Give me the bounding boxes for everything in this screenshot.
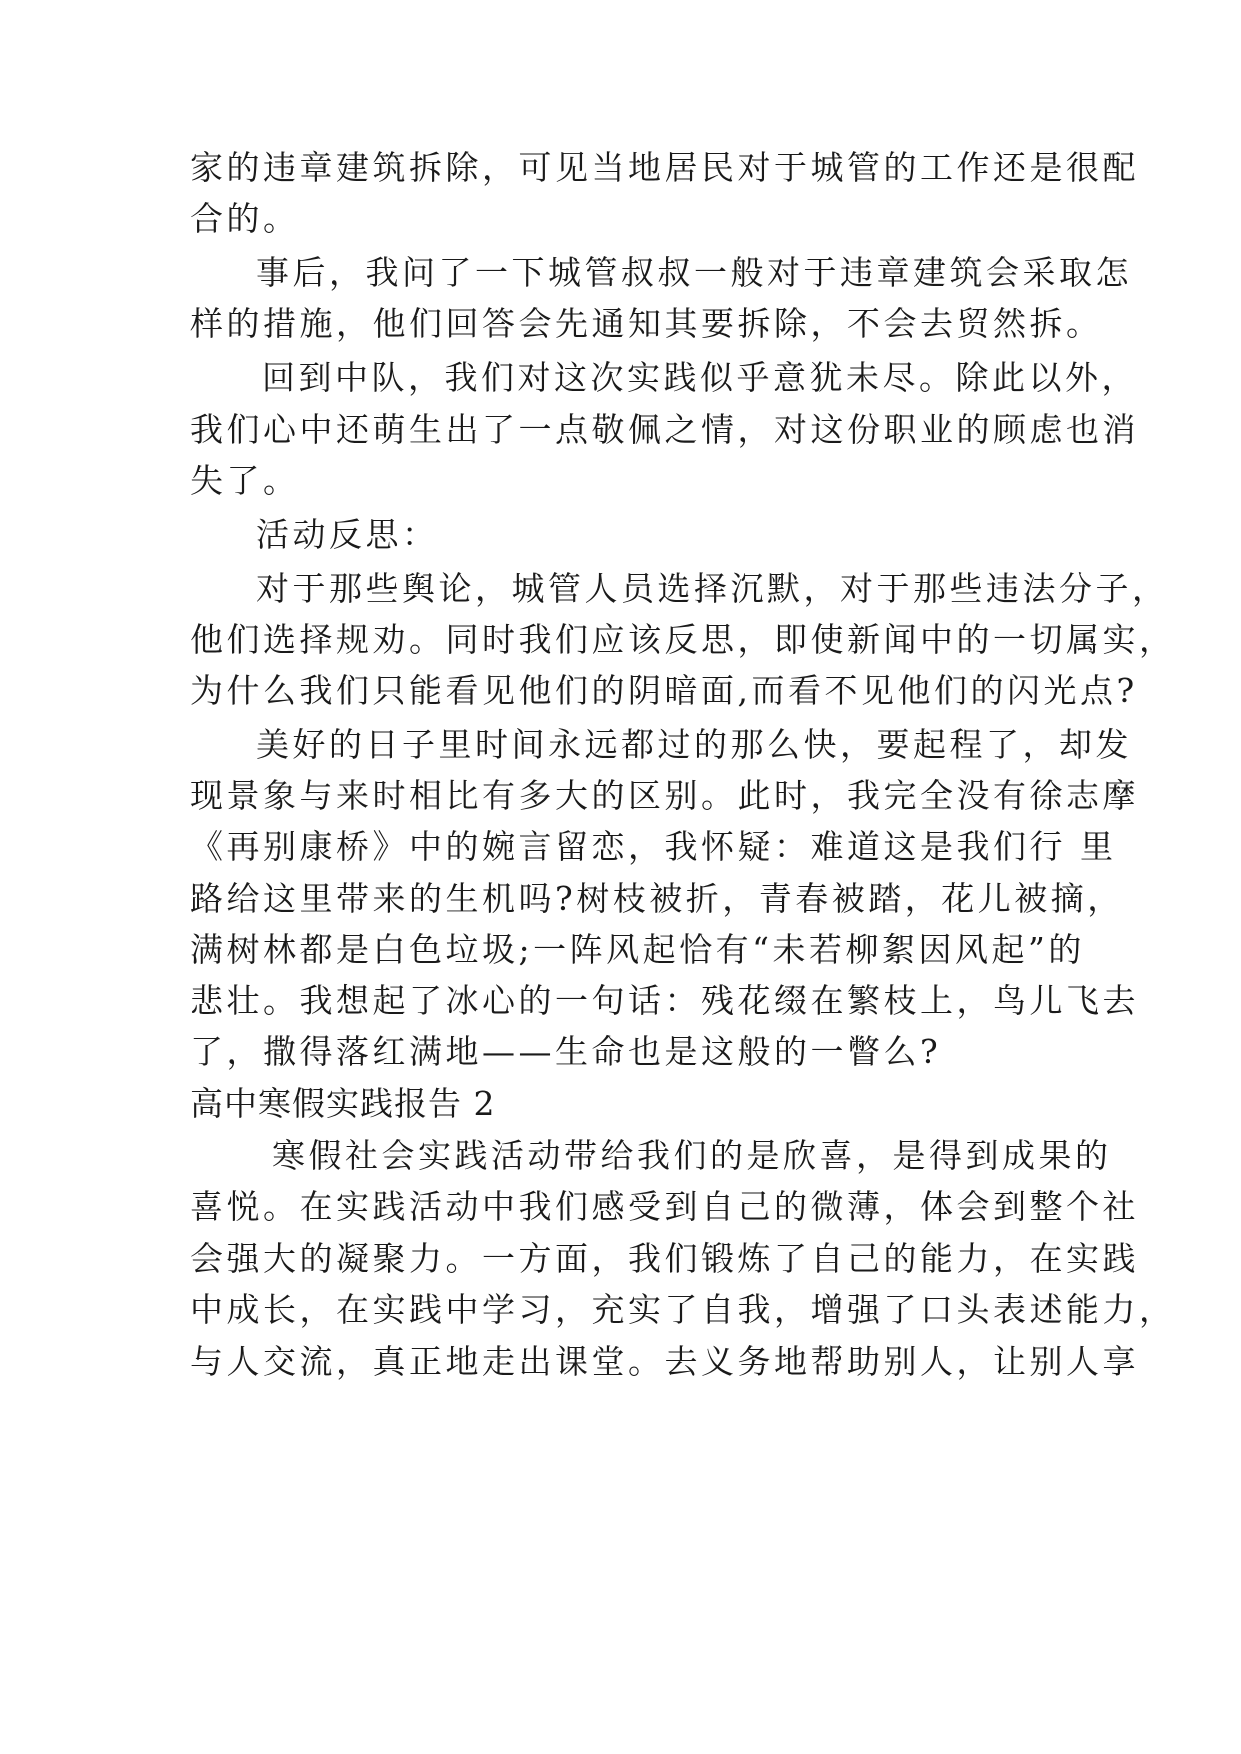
paragraph-start-line: 回到中队，我们对这次实践似乎意犹未尽。除此以外， <box>262 358 1138 397</box>
text-line: 中成长，在实践中学习，充实了自我，增强了口头表述能力， <box>190 1290 1176 1329</box>
text-line: 我们心中还萌生出了一点敬佩之情，对这份职业的顾虑也消 <box>190 410 1139 449</box>
section-label: 活动反思： <box>256 515 439 554</box>
text-line: 满树林都是白色垃圾;一阵风起恰有“未若柳絮因风起”的 <box>190 930 1085 969</box>
text-line: 悲壮。我想起了冰心的一句话：残花缀在繁枝上，鸟儿飞去 <box>190 981 1139 1020</box>
text-line: 《再别康桥》中的婉言留恋，我怀疑：难道这是我们行 里 <box>190 827 1117 866</box>
section-heading: 高中寒假实践报告 2 <box>190 1084 496 1123</box>
text-line: 他们选择规劝。同时我们应该反思，即使新闻中的一切属实， <box>190 620 1176 659</box>
text-line: 样的措施，他们回答会先通知其要拆除，不会去贸然拆。 <box>190 304 1103 343</box>
paragraph-start-line: 寒假社会实践活动带给我们的是欣喜，是得到成果的 <box>272 1136 1112 1175</box>
text-line: 了，撒得落红满地——生命也是这般的一瞥么? <box>190 1032 942 1071</box>
text-line: 现景象与来时相比有多大的区别。此时，我完全没有徐志摩 <box>190 776 1139 815</box>
paragraph-start-line: 事后，我问了一下城管叔叔一般对于违章建筑会采取怎 <box>256 253 1132 292</box>
text-line: 喜悦。在实践活动中我们感受到自己的微薄，体会到整个社 <box>190 1187 1139 1226</box>
text-line: 会强大的凝聚力。一方面，我们锻炼了自己的能力，在实践 <box>190 1239 1139 1278</box>
paragraph-start-line: 对于那些舆论，城管人员选择沉默，对于那些违法分子， <box>256 569 1169 608</box>
text-line: 路给这里带来的生机吗?树枝被折，青春被踏，花儿被摘， <box>190 879 1124 918</box>
text-line: 失了。 <box>190 461 300 500</box>
text-line: 为什么我们只能看见他们的阴暗面,而看不见他们的闪光点? <box>190 671 1138 710</box>
text-line: 家的违章建筑拆除，可见当地居民对于城管的工作还是很配 <box>190 148 1139 187</box>
text-line: 与人交流，真正地走出课堂。去义务地帮助别人，让别人享 <box>190 1342 1139 1381</box>
paragraph-start-line: 美好的日子里时间永远都过的那么快，要起程了，却发 <box>256 725 1132 764</box>
text-line: 合的。 <box>190 199 300 238</box>
